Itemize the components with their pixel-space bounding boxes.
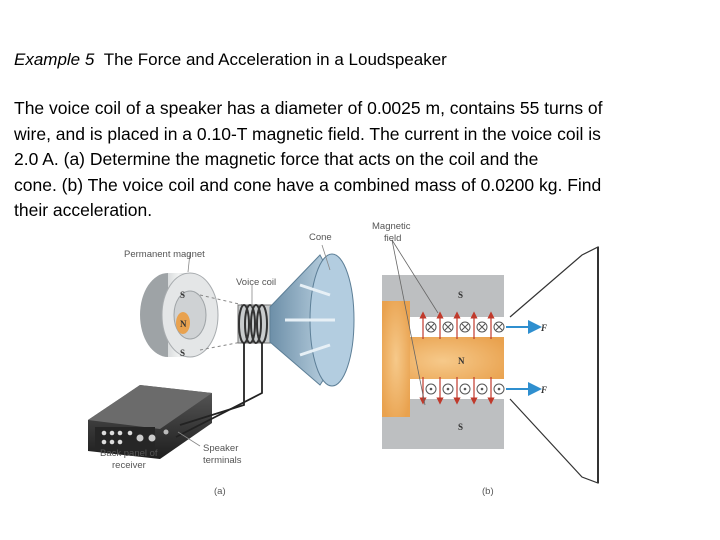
voice-coil-label: Voice coil — [236, 277, 277, 288]
force-label-top: F — [541, 323, 548, 333]
paragraph-line: their acceleration. — [14, 200, 153, 220]
force-label-bottom: F — [541, 385, 548, 395]
speaker-terminals-label-1: Speaker — [203, 443, 239, 454]
cone-label: Cone — [309, 232, 332, 243]
section-pole-s-bottom: S — [458, 422, 464, 432]
example-number: Example 5 — [14, 50, 95, 69]
problem-paragraph — [14, 96, 714, 224]
panel-a-illustration — [88, 232, 354, 497]
back-panel-label-1: Back panel of — [100, 448, 158, 459]
section-pole-s-top: S — [458, 290, 464, 300]
permanent-magnet — [140, 273, 218, 358]
magnet-pole-s-top: S — [180, 290, 186, 300]
paragraph-line: cone. (b) The voice coil and cone have a combined mass of 0.0200 kg. Find — [14, 174, 602, 195]
paragraph-line: 2.0 A. (a) Determine the magnetic force that acts on the coil and the — [14, 149, 539, 169]
paragraph-line: wire, and is placed in a 0.10-T magnetic field. The current in the voice coil is — [14, 123, 601, 144]
example-title — [14, 50, 447, 70]
back-panel-label-2: receiver — [112, 460, 146, 471]
magnet-pole-n: N — [180, 319, 187, 329]
panel-b-caption: (b) — [482, 486, 494, 497]
cone-outline — [510, 247, 598, 483]
permanent-magnet-label: Permanent magnet — [124, 249, 205, 260]
section-pole-n: N — [458, 356, 465, 366]
panel-a-caption: (a) — [214, 486, 226, 497]
paragraph-line: The voice coil of a speaker has a diameter of 0.0025 m, contains 55 turns of — [14, 98, 603, 118]
speaker-cone — [270, 254, 354, 386]
magnetic-field-label-2: field — [384, 233, 402, 244]
voice-coil — [238, 305, 272, 343]
example-heading: The Force and Acceleration in a Loudspeaker — [103, 50, 447, 69]
magnetic-field-label-1: Magnetic — [372, 221, 411, 232]
magnet-pole-s-bottom: S — [180, 348, 186, 358]
loudspeaker-figure — [0, 215, 720, 505]
speaker-terminals-label-2: terminals — [203, 455, 242, 466]
panel-b-illustration — [372, 221, 598, 497]
